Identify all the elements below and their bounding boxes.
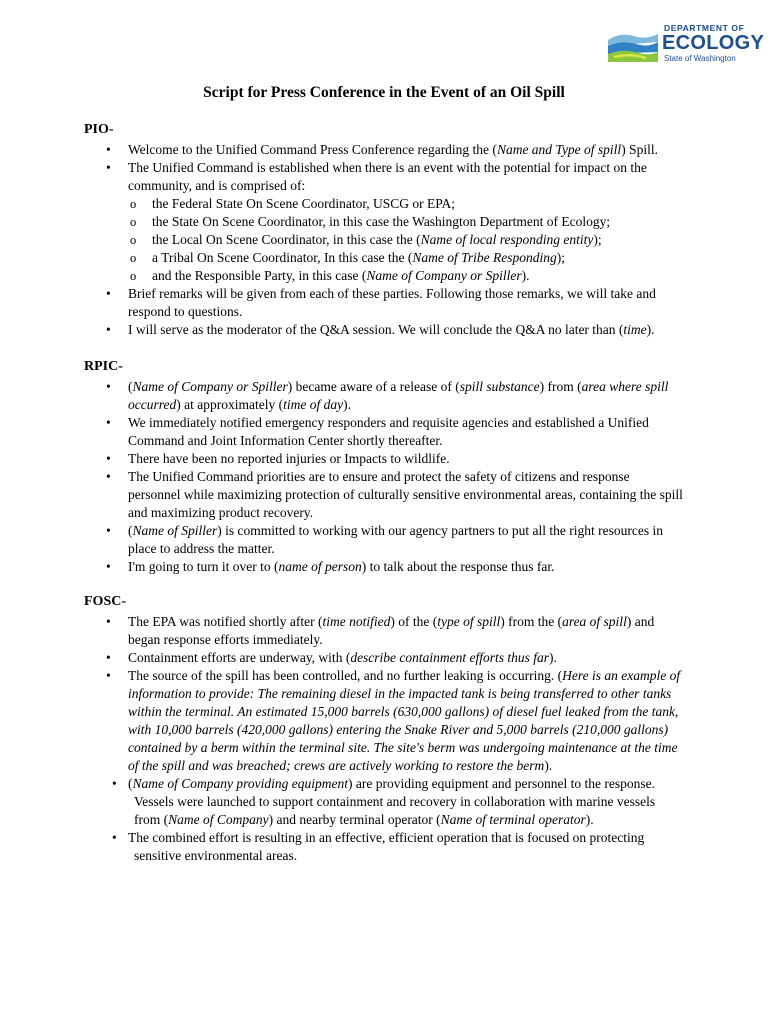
fosc-bullet-containment: • Containment efforts are underway, with (describe containment efforts thus far). xyxy=(84,649,684,667)
fosc-bullet-combined-effort: • The combined effort is resulting in an effective, efficient operation that is focused on protecting sensitive environmental areas. xyxy=(84,829,684,865)
rpic-bullet-committed: • (Name of Spiller) is committed to working with our agency partners to put all the right resources in place to address the matter. xyxy=(84,522,684,558)
rpic-bullet-turn-over: • I'm going to turn it over to (name of person) to talk about the response thus far. xyxy=(84,558,684,576)
pio-sub-tribal: o a Tribal On Scene Coordinator, In this case the (Name of Tribe Responding); xyxy=(84,249,684,267)
rpic-bullet-notified: • We immediately notified emergency responders and requisite agencies and established a Unified Command and Joint Information Center shortly thereafter. xyxy=(84,414,684,450)
pio-bullet-remarks: • Brief remarks will be given from each of these parties. Following those remarks, we will take and respond to questions. xyxy=(84,285,684,321)
pio-bullet-moderator: • I will serve as the moderator of the Q&A session. We will conclude the Q&A no later than (time). xyxy=(84,321,684,339)
logo-department-text: DEPARTMENT OF xyxy=(664,23,745,33)
ecology-landscape-icon xyxy=(606,26,660,64)
pio-bullet-welcome: • Welcome to the Unified Command Press Conference regarding the (Name and Type of spill) Spill. xyxy=(84,141,684,159)
pio-sub-federal: o the Federal State On Scene Coordinator, USCG or EPA; xyxy=(84,195,684,213)
rpic-bullet-list xyxy=(84,378,684,576)
pio-bullet-unified-command: • The Unified Command is established when there is an event with the potential for impact on the community, and is comprised of: o the Federal State On Scene Coordinator, USCG or EPA; o the State On Scene Coordinator, in this case the Washington Department of Ecology; o the Local On Scene Coordinator, in this case the (Name of local responding entity); o a Tribal On Scene Coordinator, In this case the (Name of Tribe Responding); o and the Responsible Party, in this case (Name of Company or Spiller). xyxy=(84,159,684,285)
pio-heading: PIO- xyxy=(84,122,114,137)
pio-section xyxy=(84,121,684,339)
fosc-bullet-equipment: • (Name of Company providing equipment) are providing equipment and personnel to the response. Vessels were launched to support containment and recovery in collaboration with marine vessels from (Name of Company) and nearby terminal operator (Name of terminal operator). xyxy=(84,775,684,829)
ecology-logo xyxy=(606,22,765,68)
fosc-bullet-list xyxy=(84,613,684,865)
rpic-bullet-release: • (Name of Company or Spiller) became aware of a release of (spill substance) from (area where spill occurred) at approximately (time of day). xyxy=(84,378,684,414)
fosc-bullet-source-controlled: • The source of the spill has been controlled, and no further leaking is occurring. (Here is an example of information to provide: The remaining diesel in the impacted tank is being transferred to other tanks within the terminal. An estimated 15,000 barrels (630,000 gallons) of diesel fuel leaked from the tank, with 10,000 barrels (420,000 gallons) entering the Snake River and 5,000 barrels (210,000 gallons) contained by a berm within the terminal site. The site's berm was undergoing maintenance at the time of the spill and was breached; crews are actively working to restore the berm). xyxy=(84,667,684,775)
rpic-bullet-priorities: • The Unified Command priorities are to ensure and protect the safety of citizens and response personnel while maximizing protection of culturally sensitive environmental areas, containing the spill and maximizing product recovery. xyxy=(84,468,684,522)
rpic-bullet-injuries: • There have been no reported injuries or Impacts to wildlife. xyxy=(84,450,684,468)
pio-bullet-list xyxy=(84,141,684,339)
rpic-section xyxy=(84,358,684,576)
logo-state-text: State of Washington xyxy=(664,54,736,63)
document-body xyxy=(84,121,684,865)
fosc-bullet-epa-notified: • The EPA was notified shortly after (time notified) of the (type of spill) from the (area of spill) and began response efforts immediately. xyxy=(84,613,684,649)
fosc-heading: FOSC- xyxy=(84,594,126,609)
rpic-heading: RPIC- xyxy=(84,359,123,374)
pio-sub-list xyxy=(128,195,684,285)
logo-ecology-text: ECOLOGY xyxy=(662,32,765,54)
pio-sub-state: o the State On Scene Coordinator, in this case the Washington Department of Ecology; xyxy=(84,213,684,231)
pio-sub-local: o the Local On Scene Coordinator, in this case the (Name of local responding entity); xyxy=(84,231,684,249)
pio-sub-responsible-party: o and the Responsible Party, in this case (Name of Company or Spiller). xyxy=(84,267,684,285)
document-title: Script for Press Conference in the Event of an Oil Spill xyxy=(203,84,565,101)
fosc-section xyxy=(84,593,684,865)
